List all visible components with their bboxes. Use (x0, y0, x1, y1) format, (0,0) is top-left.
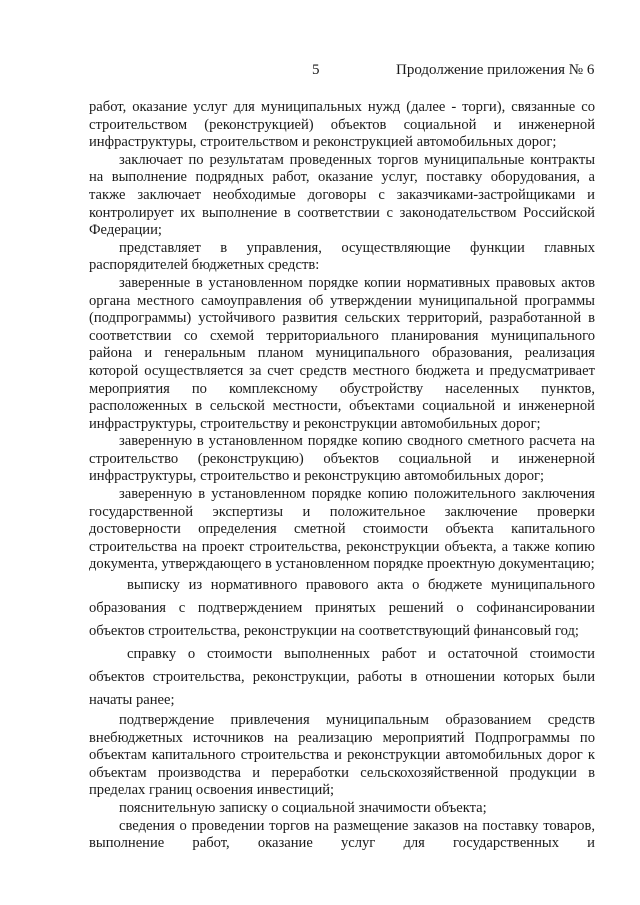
paragraph: заверенную в установленном порядке копию положительного заключения государственной экспертизы и положительное заключение проверки достоверности определения сметной стоимости объекта капитального строительства на проект строительства, реконструкции объекта, а также копию документа, утверждающего в установленном порядке проектную документацию; (89, 486, 595, 573)
paragraph: справку о стоимости выполненных работ и остаточной стоимости объектов строительства, реконструкции, работы в отношении которых были начаты ранее; (89, 646, 595, 709)
paragraph: работ, оказание услуг для муниципальных нужд (далее - торги), связанные со строительством (реконструкцией) объектов социальной и инженерной инфраструктуры, строительством и реконструкцией автомобильных дорог; (89, 99, 595, 151)
paragraph: подтверждение привлечения муниципальным образованием средств внебюджетных источников на реализацию мероприятий Подпрограммы по объектам капитального строительства и реконструкции автомобильных дорог к объектам производства и переработки сельскохозяйственной продукции в пределах границ освоения инвестиций; (89, 712, 595, 799)
paragraph: выписку из нормативного правового акта о бюджете муниципального образования с подтверждением принятых решений о софинансировании объектов строительства, реконструкции на соответствующий финансовый год; (89, 577, 595, 640)
paragraph: сведения о проведении торгов на размещение заказов на поставку товаров, выполнение работ, оказание услуг для государственных и (89, 817, 595, 852)
page-number: 5 (312, 62, 320, 78)
appendix-continuation-note: Продолжение приложения № 6 (396, 62, 595, 78)
paragraph: пояснительную записку о социальной значимости объекта; (119, 800, 487, 816)
paragraph: заверенную в установленном порядке копию сводного сметного расчета на строительство (реконструкцию) объектов социальной и инженерной инфраструктуры, строительство и реконструкцию автомобильных дорог; (89, 433, 595, 485)
document-body (89, 99, 595, 853)
paragraph: заключает по результатам проведенных торгов муниципальные контракты на выполнение подрядных работ, оказание услуг, поставку оборудования, а также заключает необходимые договоры с заказчиками-застройщиками и контролирует их выполнение в соответствии с законодательством Российской Федерации; (89, 151, 595, 239)
paragraph: заверенные в установленном порядке копии нормативных правовых актов органа местного самоуправления об утверждении муниципальной программы (подпрограммы) устойчивого развития сельских территорий, разработанной в соответствии со схемой территориального планирования муниципального района и генеральным планом муниципального образования, реализация которой осуществляется за счет средств местного бюджета и предусматривает мероприятия по комплексному обустройству населенных пунктов, расположенных в сельской местности, объектами социальной и инженерной инфраструктуры, строительству и реконструкции автомобильных дорог; (89, 274, 595, 432)
paragraph: представляет в управления, осуществляющие функции главных распорядителей бюджетных средств: (89, 239, 595, 274)
